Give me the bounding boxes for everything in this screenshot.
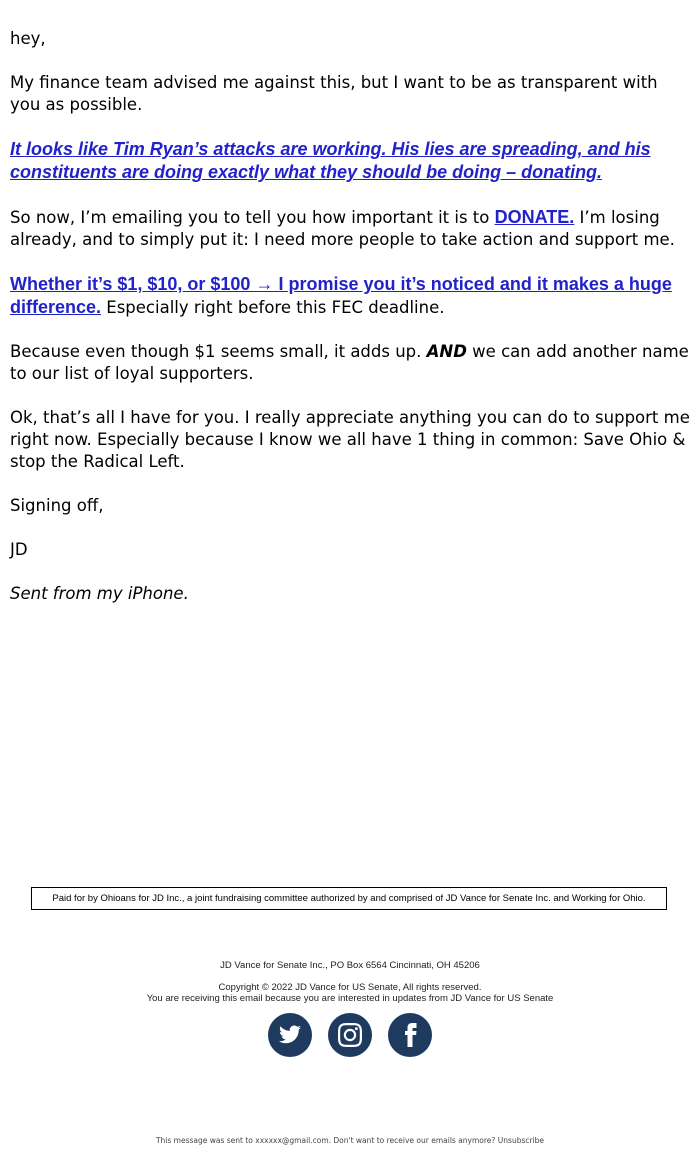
paragraph-attacks	[10, 138, 690, 184]
greeting: hey,	[10, 29, 46, 48]
paragraph-closing: Ok, that’s all I have for you. I really appreciate anything you can do to support me right now. Especially because I know we all have 1 thing in common: Save Ohio & stop the Radical Left.	[10, 408, 690, 471]
facebook-icon	[398, 1023, 422, 1047]
twitter-button[interactable]	[268, 1013, 312, 1057]
signature-name: JD	[10, 540, 28, 559]
footer-reason: You are receiving this email because you are interested in updates from JD Vance for US Senate	[146, 993, 554, 1004]
twitter-icon	[278, 1023, 302, 1047]
paragraph-donate: So now, I’m emailing you to tell you how important it is to DONATE. I’m losing already, and to simply put it: I need more people to take action and support me.	[10, 207, 675, 249]
instagram-button[interactable]	[328, 1013, 372, 1057]
paragraph-transparency: My finance team advised me against this, but I want to be as transparent with you as possible.	[10, 73, 658, 114]
signoff: Signing off,	[10, 496, 104, 515]
and-emphasis: AND	[426, 342, 467, 361]
paragraph-amounts: Whether it’s $1, $10, or $100 → I promise you it’s noticed and it makes a huge difference. Especially right before this FEC deadline.	[10, 274, 672, 317]
email-body	[10, 28, 690, 627]
sent-to-note: This message was sent to xxxxxx@gmail.com. Don't want to receive our emails anymore? Unsubscribe	[155, 1136, 545, 1145]
footer-address: JD Vance for Senate Inc., PO Box 6564 Cincinnati, OH 45206	[220, 960, 480, 971]
instagram-icon	[338, 1023, 362, 1047]
attacks-link[interactable]: It looks like Tim Ryan’s attacks are working. His lies are spreading, and his constituents are doing exactly what they should be doing – donating.	[10, 139, 651, 182]
facebook-button[interactable]	[388, 1013, 432, 1057]
social-links	[0, 1013, 700, 1057]
unsubscribe-link[interactable]: Unsubscribe	[497, 1136, 545, 1145]
paid-for-disclaimer: Paid for by Ohioans for JD Inc., a joint fundraising committee authorized by and comprised of JD Vance for Senate Inc. and Working for Ohio.	[31, 887, 667, 910]
paragraph-adds-up: Because even though $1 seems small, it adds up. AND we can add another name to our list of loyal supporters.	[10, 342, 689, 383]
footer-copyright: Copyright © 2022 JD Vance for US Senate, All rights reserved.	[218, 982, 482, 993]
sent-from: Sent from my iPhone.	[10, 584, 189, 603]
donate-link[interactable]: DONATE.	[494, 207, 575, 227]
amounts-link[interactable]: Whether it’s $1, $10, or $100 → I promise you it’s noticed and it makes a huge difference.	[10, 274, 672, 317]
